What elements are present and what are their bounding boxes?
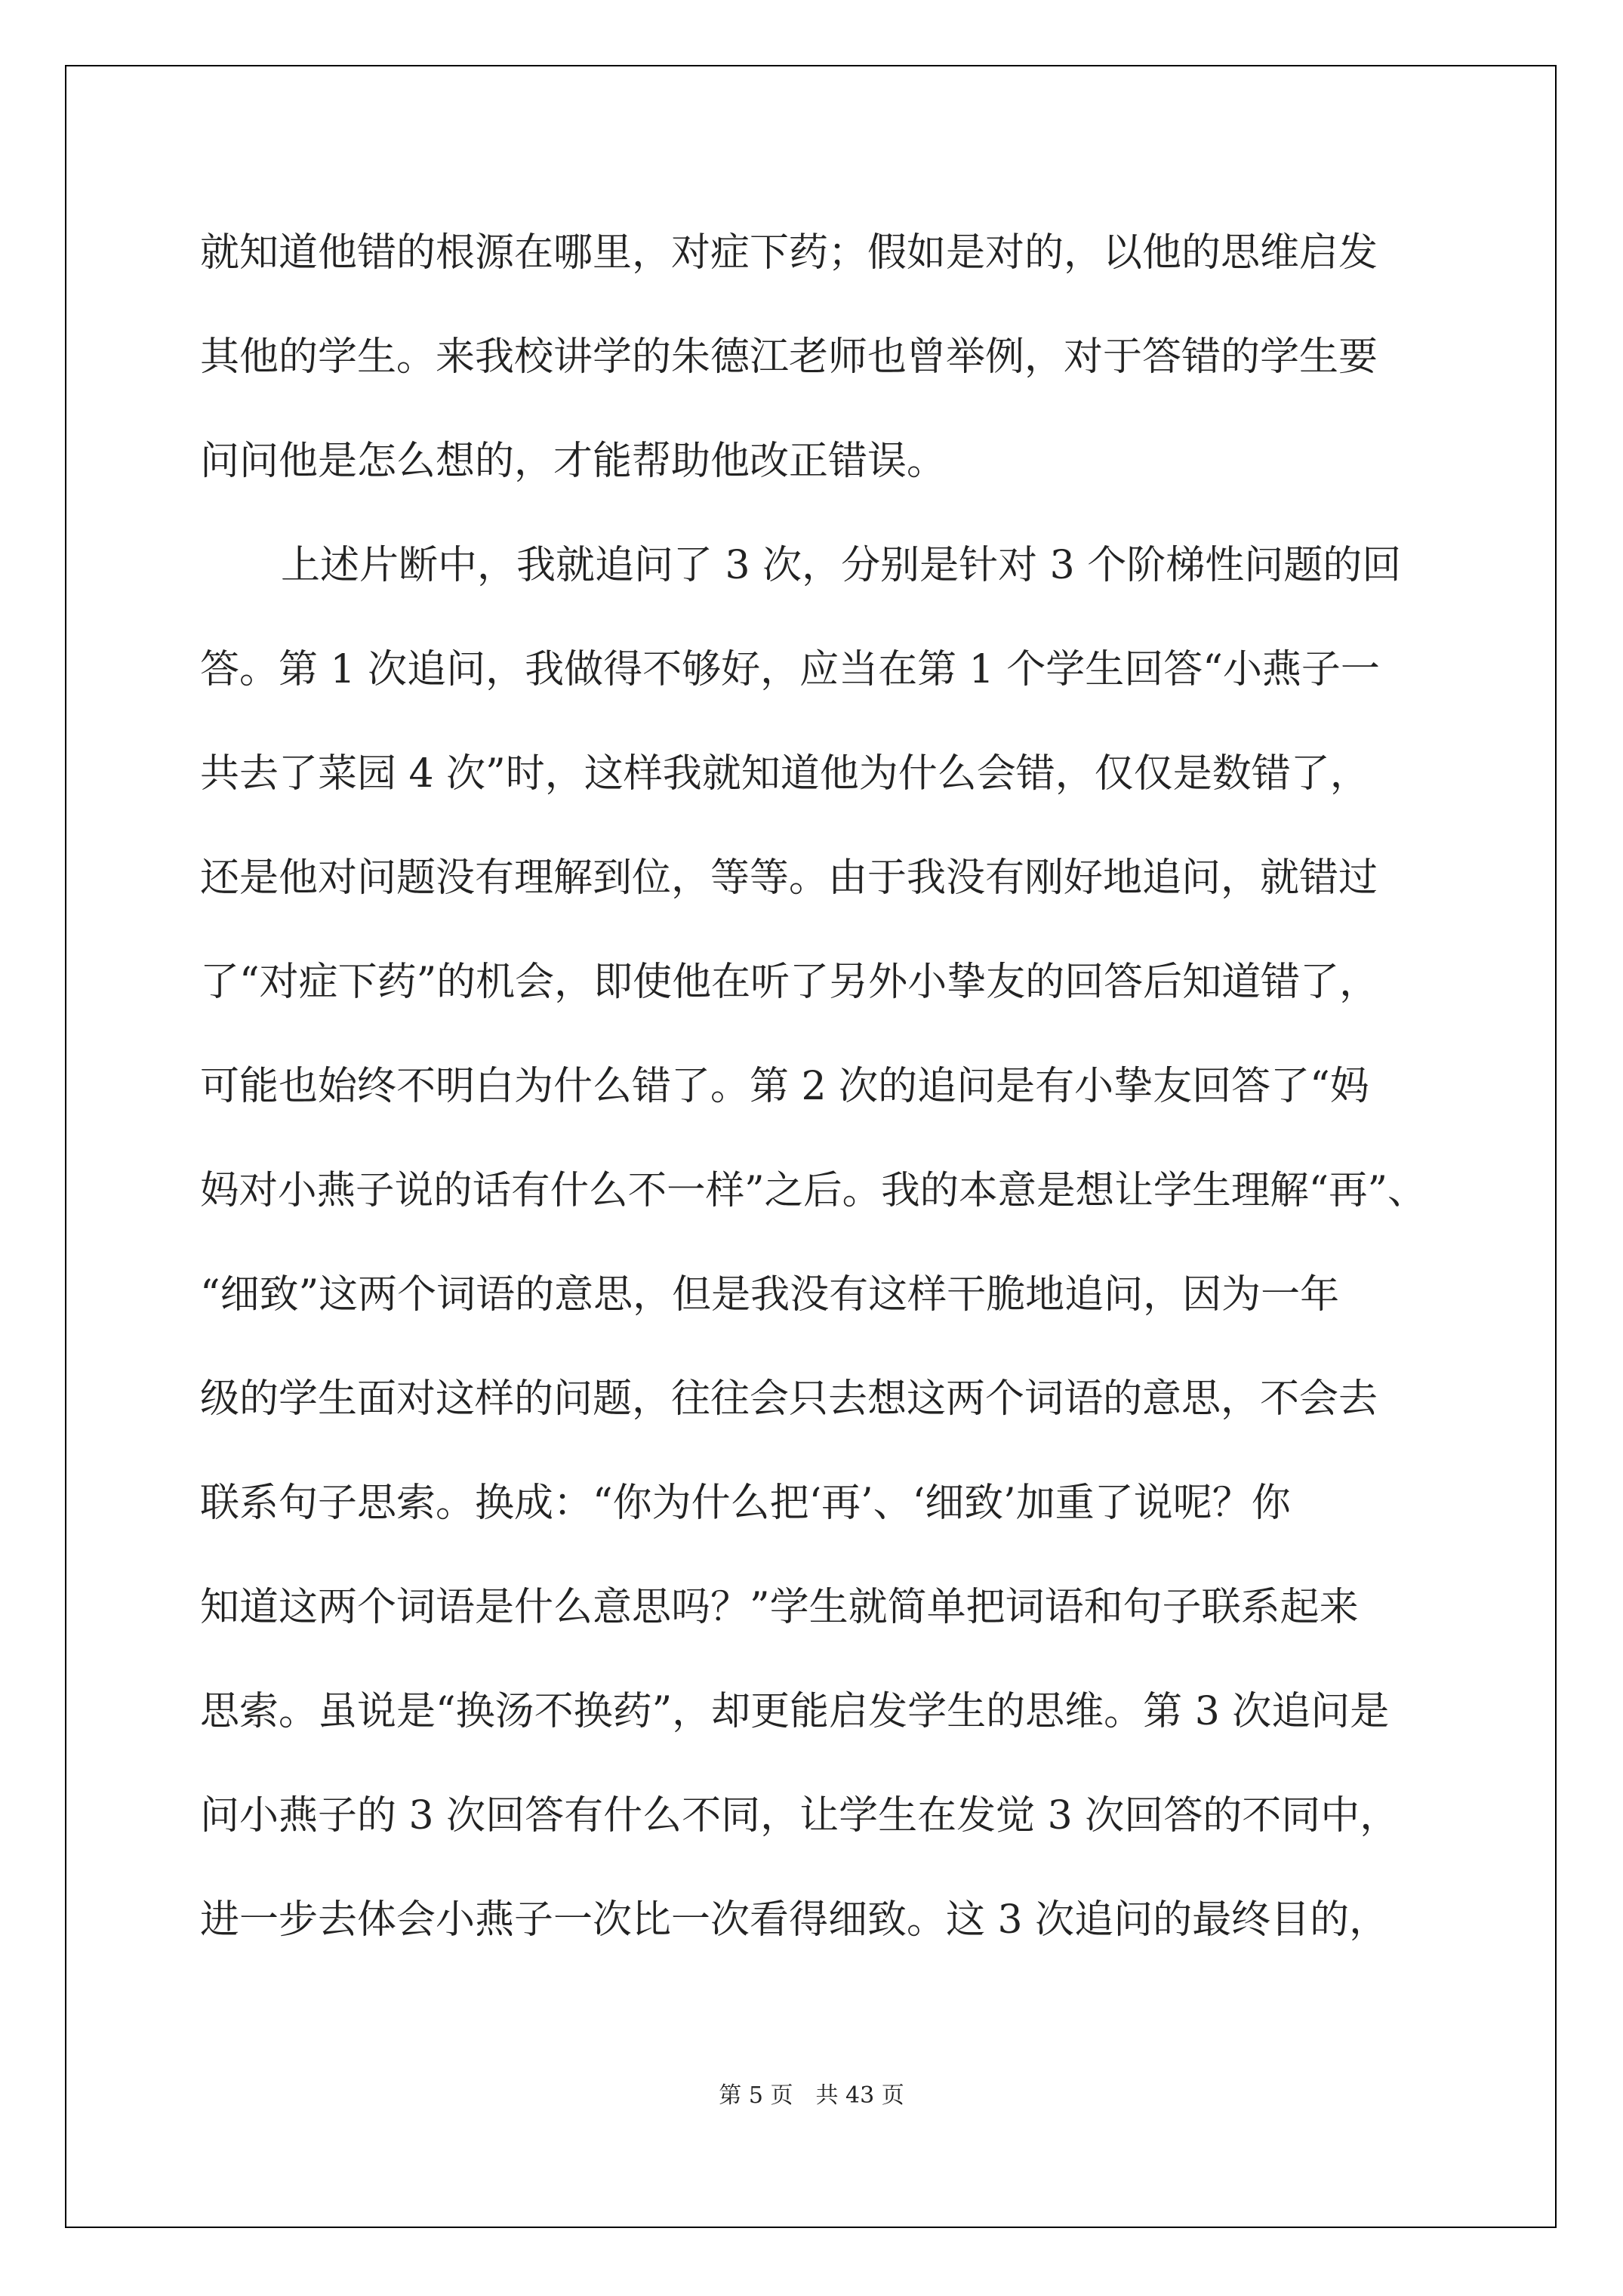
paragraph-line: 其他的学生。来我校讲学的朱德江老师也曾举例，对于答错的学生要: [200, 334, 1378, 380]
paragraph-line: 可能也始终不明白为什么错了。第 2 次的追问是有小挚友回答了“妈: [200, 1064, 1369, 1109]
paragraph-line: 还是他对问题没有理解到位，等等。由于我没有刚好地追问，就错过: [200, 855, 1378, 901]
paragraph-line: 妈对小燕子说的话有什么不一样”之后。我的本意是想让学生理解“再”、: [200, 1168, 1427, 1213]
paragraph-line: 上述片断中，我就追问了 3 次，分别是针对 3 个阶梯性问题的回: [281, 543, 1402, 588]
paragraph-line: 问小燕子的 3 次回答有什么不同，让学生在发觉 3 次回答的不同中，: [200, 1793, 1400, 1838]
paragraph-line: 思索。虽说是“换汤不换药”，却更能启发学生的思维。第 3 次追问是: [200, 1689, 1390, 1734]
paragraph-line: “细致”这两个词语的意思，但是我没有这样干脆地追问，因为一年: [200, 1272, 1340, 1318]
paragraph-line: 级的学生面对这样的问题，往往会只去想这两个词语的意思，不会去: [200, 1376, 1378, 1422]
paragraph-line: 问问他是怎么想的，才能帮助他改正错误。: [200, 439, 947, 484]
paragraph-line: 进一步去体会小燕子一次比一次看得细致。这 3 次追问的最终目的，: [200, 1897, 1389, 1943]
paragraph-line: 了“对症下药”的机会，即使他在听了另外小挚友的回答后知道错了，: [200, 960, 1379, 1005]
paragraph-line: 就知道他错的根源在哪里，对症下药；假如是对的，以他的思维启发: [200, 230, 1378, 276]
page-number: 第 5 页 共 43 页: [719, 2082, 904, 2109]
paragraph-line: 联系句子思索。换成：“你为什么把‘再’、‘细致’加重了说呢？你: [200, 1481, 1291, 1526]
paragraph-line: 答。第 1 次追问，我做得不够好，应当在第 1 个学生回答“小燕子一: [200, 647, 1380, 692]
paragraph-line: 知道这两个词语是什么意思吗？”学生就简单把词语和句子联系起来: [200, 1585, 1359, 1630]
paragraph-line: 共去了菜园 4 次”时，这样我就知道他为什么会错，仅仅是数错了，: [200, 751, 1369, 797]
